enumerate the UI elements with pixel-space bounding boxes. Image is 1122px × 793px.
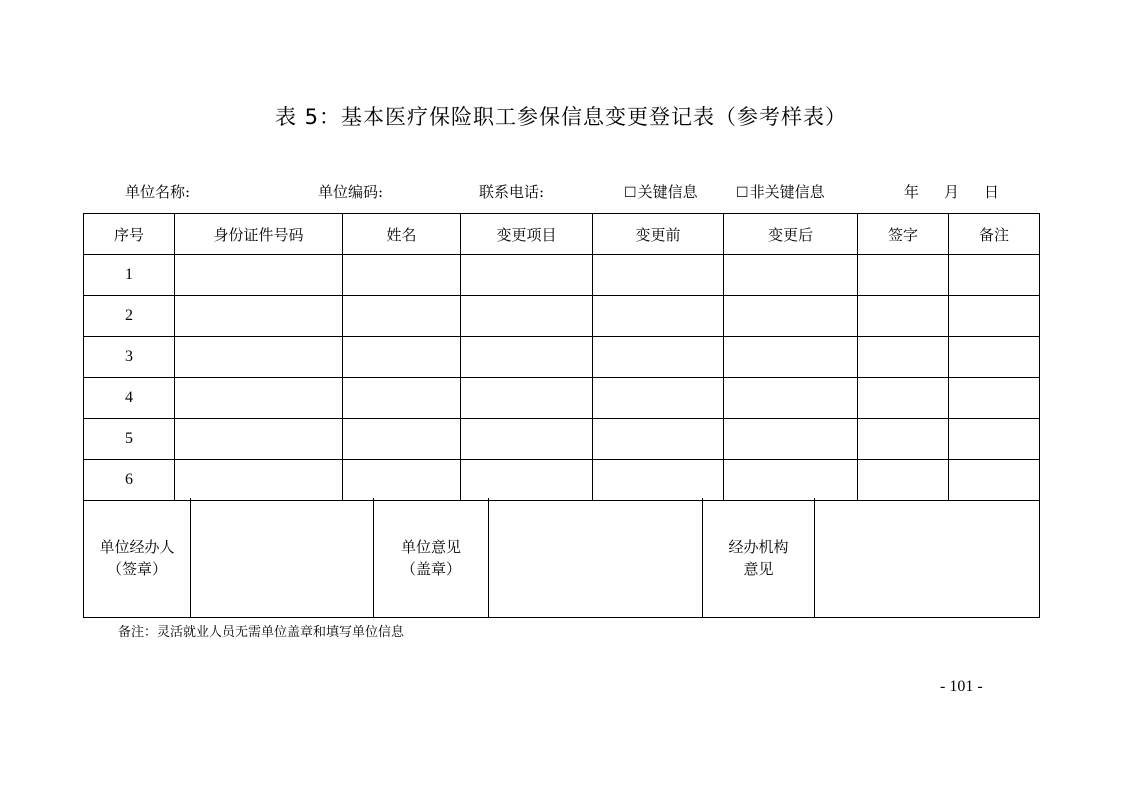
change-item-cell[interactable] xyxy=(461,255,593,296)
agency-opinion-line1: 经办机构 xyxy=(728,537,789,556)
non-key-info-label: 非关键信息 xyxy=(749,183,825,201)
remarks-cell[interactable] xyxy=(949,460,1040,501)
signature-cell[interactable] xyxy=(858,296,949,337)
id-number-cell[interactable] xyxy=(175,296,343,337)
table-row xyxy=(84,255,1040,296)
unit-handler-line1: 单位经办人 xyxy=(99,537,175,556)
remarks-cell[interactable] xyxy=(949,378,1040,419)
day-label: 日 xyxy=(984,183,1000,201)
header-after: 变更后 xyxy=(724,214,858,255)
page-number: - 101 - xyxy=(940,678,983,695)
month-label: 月 xyxy=(944,183,960,201)
unit-opinion-line1: 单位意见 xyxy=(400,537,461,556)
table-row xyxy=(84,337,1040,378)
unit-code-label: 单位编码: xyxy=(318,183,384,201)
id-number-cell[interactable] xyxy=(175,460,343,501)
row-number: 2 xyxy=(84,296,175,337)
header-name: 姓名 xyxy=(343,214,461,255)
unit-handler-line2: （签章） xyxy=(106,559,167,578)
before-cell[interactable] xyxy=(593,337,724,378)
phone-label: 联系电话: xyxy=(479,183,545,201)
row-number: 5 xyxy=(84,419,175,460)
header-signature: 签字 xyxy=(858,214,949,255)
non-key-info-option[interactable] xyxy=(736,181,825,202)
name-cell[interactable] xyxy=(343,296,461,337)
after-cell[interactable] xyxy=(724,296,858,337)
change-item-cell[interactable] xyxy=(461,419,593,460)
row-number: 1 xyxy=(84,255,175,296)
remarks-cell[interactable] xyxy=(949,296,1040,337)
page-title: 表 5：基本医疗保险职工参保信息变更登记表（参考样表） xyxy=(274,105,848,129)
agency-opinion-line2: 意见 xyxy=(743,559,774,578)
key-info-checkbox[interactable]: ☐ xyxy=(624,185,637,201)
change-registration-table xyxy=(83,213,1040,501)
unit-opinion-line2: （盖章） xyxy=(400,559,461,578)
signature-cell[interactable] xyxy=(858,378,949,419)
name-cell[interactable] xyxy=(343,337,461,378)
signature-cell[interactable] xyxy=(858,419,949,460)
remarks-cell[interactable] xyxy=(949,337,1040,378)
change-item-cell[interactable] xyxy=(461,378,593,419)
table-row xyxy=(84,460,1040,501)
signature-cell[interactable] xyxy=(858,255,949,296)
before-cell[interactable] xyxy=(593,296,724,337)
row-number: 6 xyxy=(84,460,175,501)
name-cell[interactable] xyxy=(343,460,461,501)
row-number: 3 xyxy=(84,337,175,378)
unit-opinion-label xyxy=(374,498,489,618)
key-info-label: 关键信息 xyxy=(637,183,698,201)
unit-opinion-cell[interactable] xyxy=(489,498,703,618)
change-item-cell[interactable] xyxy=(461,337,593,378)
remarks-cell[interactable] xyxy=(949,255,1040,296)
signature-cell[interactable] xyxy=(858,460,949,501)
signature-row xyxy=(84,498,1040,618)
id-number-cell[interactable] xyxy=(175,378,343,419)
table-header-row xyxy=(84,214,1040,255)
unit-name-label: 单位名称: xyxy=(125,183,191,201)
remarks-cell[interactable] xyxy=(949,419,1040,460)
year-label: 年 xyxy=(904,183,920,201)
after-cell[interactable] xyxy=(724,378,858,419)
id-number-cell[interactable] xyxy=(175,419,343,460)
after-cell[interactable] xyxy=(724,419,858,460)
before-cell[interactable] xyxy=(593,255,724,296)
after-cell[interactable] xyxy=(724,460,858,501)
unit-handler-sign-cell[interactable] xyxy=(191,498,374,618)
non-key-info-checkbox[interactable]: ☐ xyxy=(736,185,749,201)
header-seq: 序号 xyxy=(84,214,175,255)
key-info-option[interactable] xyxy=(624,181,698,202)
id-number-cell[interactable] xyxy=(175,255,343,296)
name-cell[interactable] xyxy=(343,419,461,460)
table-row xyxy=(84,378,1040,419)
after-cell[interactable] xyxy=(724,337,858,378)
before-cell[interactable] xyxy=(593,378,724,419)
change-item-cell[interactable] xyxy=(461,296,593,337)
agency-opinion-cell[interactable] xyxy=(815,498,1040,618)
agency-opinion-label xyxy=(703,498,815,618)
before-cell[interactable] xyxy=(593,460,724,501)
id-number-cell[interactable] xyxy=(175,337,343,378)
change-item-cell[interactable] xyxy=(461,460,593,501)
after-cell[interactable] xyxy=(724,255,858,296)
row-number: 4 xyxy=(84,378,175,419)
header-id-number: 身份证件号码 xyxy=(175,214,343,255)
name-cell[interactable] xyxy=(343,255,461,296)
name-cell[interactable] xyxy=(343,378,461,419)
header-before: 变更前 xyxy=(593,214,724,255)
before-cell[interactable] xyxy=(593,419,724,460)
footnote: 备注：灵活就业人员无需单位盖章和填写单位信息 xyxy=(118,625,405,640)
unit-handler-label xyxy=(84,498,191,618)
header-change-item: 变更项目 xyxy=(461,214,593,255)
header-remarks: 备注 xyxy=(949,214,1040,255)
signature-cell[interactable] xyxy=(858,337,949,378)
table-row xyxy=(84,296,1040,337)
signature-table xyxy=(83,498,1040,618)
table-row xyxy=(84,419,1040,460)
